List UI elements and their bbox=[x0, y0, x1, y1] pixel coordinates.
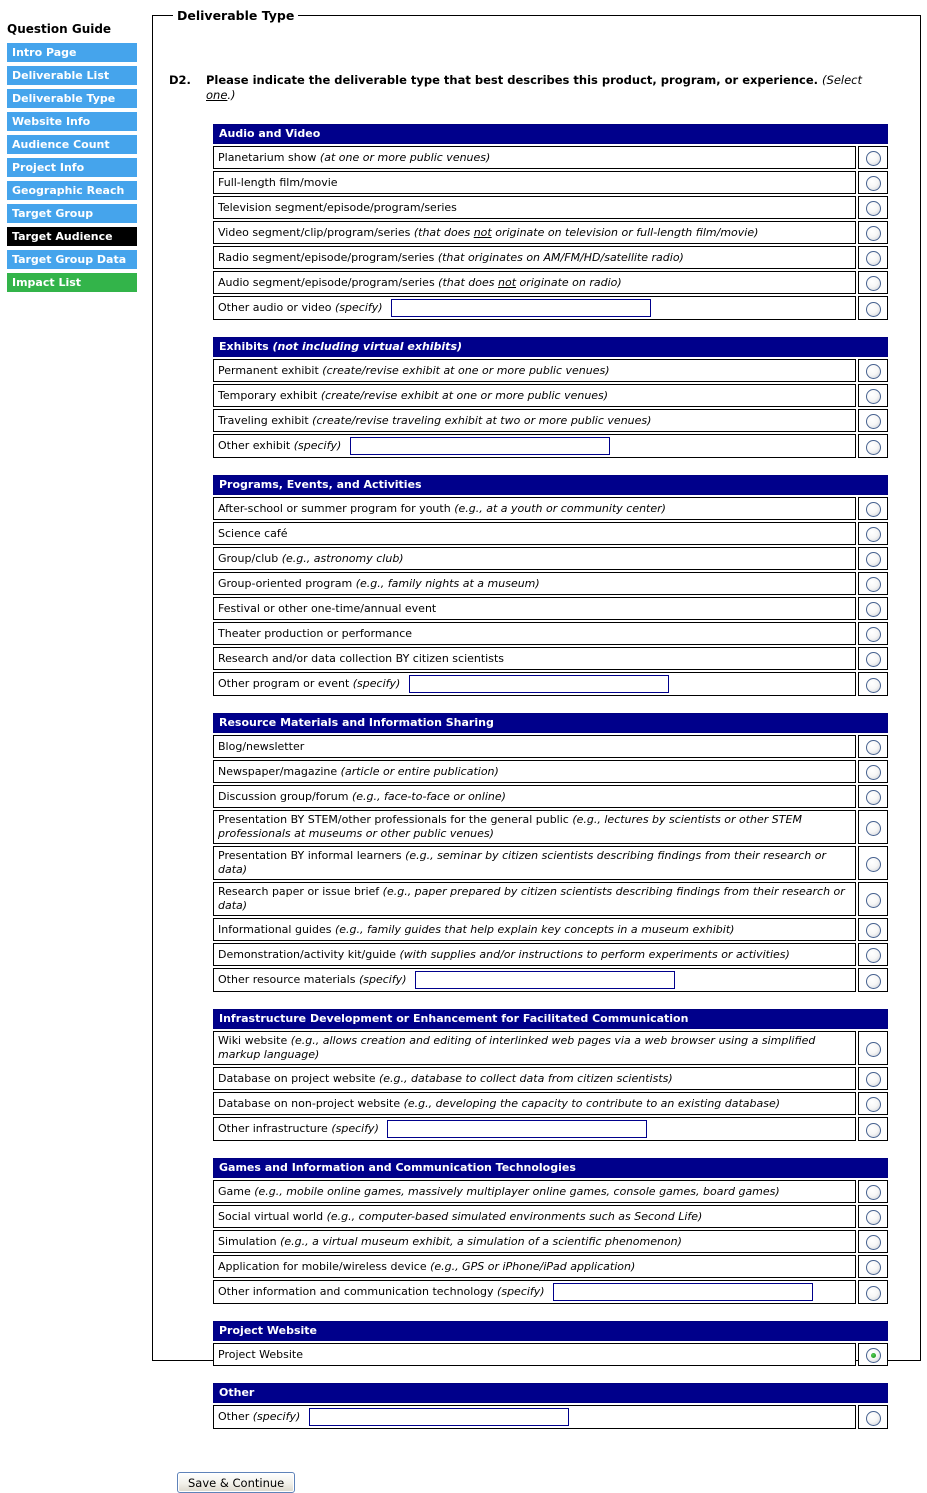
option-label bbox=[213, 384, 856, 407]
text-segment: (e.g., GPS or iPhone/iPad application) bbox=[430, 1259, 636, 1273]
radio-button[interactable] bbox=[866, 1235, 881, 1250]
option-row bbox=[213, 1092, 888, 1115]
section-table-infrastructure-development-or-enhancement-for-facilitated-communication bbox=[211, 1007, 890, 1143]
option-label bbox=[213, 359, 856, 382]
sidebar-item-deliverable-type[interactable]: Deliverable Type bbox=[7, 89, 137, 108]
option-label bbox=[213, 196, 856, 219]
option-row bbox=[213, 1117, 888, 1141]
option-label bbox=[213, 1205, 856, 1228]
text-segment: (specify) bbox=[293, 439, 345, 452]
text-segment: Group/club bbox=[218, 551, 282, 565]
radio-cell bbox=[858, 221, 888, 244]
text-segment: (with supplies and/or instructions to perform experiments or activities) bbox=[399, 947, 790, 961]
radio-button[interactable] bbox=[866, 1286, 881, 1301]
option-row bbox=[213, 1180, 888, 1203]
specify-input[interactable] bbox=[350, 437, 610, 455]
text-segment: (specify) bbox=[497, 1285, 549, 1298]
radio-button[interactable] bbox=[866, 1185, 881, 1200]
radio-button[interactable] bbox=[866, 1072, 881, 1087]
option-row bbox=[213, 359, 888, 382]
radio-button[interactable] bbox=[866, 627, 881, 642]
text-segment: (e.g., seminar by citizen scientists describing findings from their research or data) bbox=[218, 849, 826, 876]
radio-button[interactable] bbox=[866, 527, 881, 542]
text-segment: (Select bbox=[822, 73, 862, 87]
sidebar-item-target-group-data[interactable]: Target Group Data bbox=[7, 250, 137, 269]
text-segment: (e.g., paper prepared by citizen scientists describing findings from their research or data) bbox=[218, 885, 845, 912]
option-row bbox=[213, 1405, 888, 1429]
text-segment: Database on non-project website bbox=[218, 1096, 404, 1110]
text-segment: (specify) bbox=[252, 1410, 304, 1423]
section-header bbox=[213, 1321, 888, 1341]
option-row bbox=[213, 246, 888, 269]
option-label bbox=[213, 943, 856, 966]
option-label bbox=[213, 785, 856, 808]
radio-cell bbox=[858, 968, 888, 992]
section-table-resource-materials-and-information-sharing bbox=[211, 711, 890, 994]
sidebar-item-intro-page[interactable]: Intro Page bbox=[7, 43, 137, 62]
text-segment: (specify) bbox=[358, 973, 410, 986]
option-label bbox=[213, 547, 856, 570]
option-row bbox=[213, 271, 888, 294]
option-row bbox=[213, 882, 888, 916]
radio-cell bbox=[858, 1405, 888, 1429]
radio-cell bbox=[858, 735, 888, 758]
text-segment: Festival or other one-time/annual event bbox=[218, 601, 437, 615]
radio-button[interactable] bbox=[866, 948, 881, 963]
option-row bbox=[213, 221, 888, 244]
specify-input[interactable] bbox=[309, 1408, 569, 1426]
radio-dot bbox=[871, 1353, 876, 1358]
option-label bbox=[213, 1255, 856, 1278]
text-segment: Other audio or video bbox=[218, 301, 335, 314]
sidebar-item-audience-count[interactable]: Audience Count bbox=[7, 135, 137, 154]
radio-button[interactable] bbox=[866, 790, 881, 805]
radio-cell bbox=[858, 647, 888, 670]
option-label bbox=[213, 221, 856, 244]
option-row bbox=[213, 171, 888, 194]
radio-button[interactable] bbox=[866, 414, 881, 429]
radio-button[interactable] bbox=[866, 201, 881, 216]
radio-cell bbox=[858, 547, 888, 570]
text-segment: Permanent exhibit bbox=[218, 363, 323, 377]
option-row bbox=[213, 760, 888, 783]
question-text bbox=[206, 73, 878, 103]
radio-button[interactable] bbox=[866, 577, 881, 592]
text-segment: (specify) bbox=[331, 1122, 383, 1135]
radio-cell bbox=[858, 171, 888, 194]
radio-cell bbox=[858, 597, 888, 620]
text-segment: (e.g., family nights at a museum) bbox=[355, 576, 540, 590]
sidebar-item-deliverable-list[interactable]: Deliverable List bbox=[7, 66, 137, 85]
text-segment: Other resource materials bbox=[218, 973, 359, 986]
text-segment: (e.g., mobile online games, massively multiplayer online games, console games, board games) bbox=[254, 1184, 780, 1198]
option-label bbox=[213, 1031, 856, 1065]
option-label bbox=[213, 171, 856, 194]
radio-cell bbox=[858, 943, 888, 966]
text-segment: Theater production or performance bbox=[218, 626, 413, 640]
option-row bbox=[213, 522, 888, 545]
radio-button-selected[interactable] bbox=[866, 1348, 881, 1363]
radio-button[interactable] bbox=[866, 1097, 881, 1112]
radio-button[interactable] bbox=[866, 765, 881, 780]
option-row bbox=[213, 1067, 888, 1090]
text-segment: Traveling exhibit bbox=[218, 413, 313, 427]
radio-button[interactable] bbox=[866, 1042, 881, 1057]
text-segment: originate on television or full-length film/movie) bbox=[491, 225, 759, 239]
radio-cell bbox=[858, 1255, 888, 1278]
option-label bbox=[213, 735, 856, 758]
option-row bbox=[213, 296, 888, 320]
option-label bbox=[213, 522, 856, 545]
option-row bbox=[213, 968, 888, 992]
radio-button[interactable] bbox=[866, 1123, 881, 1138]
radio-button[interactable] bbox=[866, 302, 881, 317]
radio-cell bbox=[858, 434, 888, 458]
radio-cell bbox=[858, 1031, 888, 1065]
option-label bbox=[213, 409, 856, 432]
text-segment: Other exhibit bbox=[218, 439, 294, 452]
radio-button[interactable] bbox=[866, 652, 881, 667]
text-segment: Full-length film/movie bbox=[218, 175, 338, 189]
section-header bbox=[213, 1158, 888, 1178]
text-segment: (e.g., astronomy club) bbox=[281, 551, 404, 565]
text-segment: Newspaper/magazine bbox=[218, 764, 341, 778]
radio-button[interactable] bbox=[866, 552, 881, 567]
option-row bbox=[213, 497, 888, 520]
text-segment: (at one or more public venues) bbox=[319, 150, 491, 164]
radio-button[interactable] bbox=[866, 389, 881, 404]
radio-button[interactable] bbox=[866, 502, 881, 517]
sidebar-item-target-group[interactable]: Target Group bbox=[7, 204, 137, 223]
text-segment: (that originates on AM/FM/HD/satellite radio) bbox=[437, 250, 684, 264]
radio-button[interactable] bbox=[866, 923, 881, 938]
sections-container bbox=[211, 122, 890, 1431]
specify-input[interactable] bbox=[553, 1283, 813, 1301]
text-segment: (specify) bbox=[352, 677, 404, 690]
radio-cell bbox=[858, 196, 888, 219]
option-label bbox=[213, 1067, 856, 1090]
text-segment: Presentation BY informal learners bbox=[218, 849, 406, 862]
text-segment: Game bbox=[218, 1184, 255, 1198]
radio-button[interactable] bbox=[866, 251, 881, 266]
option-label bbox=[213, 1230, 856, 1253]
sidebar-item-impact-list[interactable]: Impact List bbox=[7, 273, 137, 292]
text-segment: Project Website bbox=[218, 1347, 303, 1361]
text-segment: Audio segment/episode/program/series bbox=[218, 275, 439, 289]
radio-button[interactable] bbox=[866, 364, 881, 379]
section-table-games-and-information-and-communication-technologies bbox=[211, 1156, 890, 1306]
radio-cell bbox=[858, 810, 888, 844]
radio-cell bbox=[858, 1117, 888, 1141]
option-label bbox=[213, 968, 856, 992]
option-label bbox=[213, 1180, 856, 1203]
text-segment: (specify) bbox=[335, 301, 387, 314]
option-label bbox=[213, 497, 856, 520]
text-segment: (e.g., a virtual museum exhibit, a simulation of a scientific phenomenon) bbox=[280, 1234, 682, 1248]
radio-cell bbox=[858, 760, 888, 783]
option-row bbox=[213, 918, 888, 941]
question-number: D2. bbox=[169, 73, 191, 87]
option-row bbox=[213, 647, 888, 670]
option-row bbox=[213, 384, 888, 407]
radio-button[interactable] bbox=[866, 678, 881, 693]
option-label bbox=[213, 1405, 856, 1429]
option-label bbox=[213, 246, 856, 269]
option-label bbox=[213, 296, 856, 320]
section-header bbox=[213, 124, 888, 144]
text-segment: Temporary exhibit bbox=[218, 388, 321, 402]
radio-button[interactable] bbox=[866, 1411, 881, 1426]
radio-cell bbox=[858, 1280, 888, 1304]
text-segment: Informational guides bbox=[218, 922, 335, 936]
specify-input[interactable] bbox=[387, 1120, 647, 1138]
radio-button[interactable] bbox=[866, 176, 881, 191]
option-label bbox=[213, 846, 856, 880]
section-header bbox=[213, 1383, 888, 1403]
text-segment: (e.g., family guides that help explain key concepts in a museum exhibit) bbox=[334, 922, 735, 936]
option-row bbox=[213, 1205, 888, 1228]
radio-button[interactable] bbox=[866, 440, 881, 455]
option-row bbox=[213, 547, 888, 570]
radio-cell bbox=[858, 271, 888, 294]
section-header bbox=[213, 713, 888, 733]
option-row bbox=[213, 810, 888, 844]
radio-button[interactable] bbox=[866, 857, 881, 872]
text-segment: Research paper or issue brief bbox=[218, 885, 383, 898]
radio-cell bbox=[858, 622, 888, 645]
text-segment: Radio segment/episode/program/series bbox=[218, 250, 438, 264]
sidebar-item-project-info[interactable]: Project Info bbox=[7, 158, 137, 177]
text-segment: Video segment/clip/program/series bbox=[218, 225, 414, 239]
radio-cell bbox=[858, 1205, 888, 1228]
radio-button[interactable] bbox=[866, 151, 881, 166]
option-label bbox=[213, 918, 856, 941]
option-row bbox=[213, 943, 888, 966]
text-segment: (that does bbox=[413, 225, 474, 239]
option-row bbox=[213, 572, 888, 595]
option-label bbox=[213, 1117, 856, 1141]
option-row bbox=[213, 1255, 888, 1278]
text-segment: Other information and communication technology bbox=[218, 1285, 498, 1298]
option-label bbox=[213, 882, 856, 916]
section-header bbox=[213, 1009, 888, 1029]
option-label bbox=[213, 1343, 856, 1366]
text-segment: Television segment/episode/program/series bbox=[218, 200, 457, 214]
text-segment: Blog/newsletter bbox=[218, 739, 305, 753]
option-row bbox=[213, 1343, 888, 1366]
text-segment: Other program or event bbox=[218, 677, 353, 690]
text-segment: Please indicate the deliverable type that best describes this product, program, or experience. bbox=[206, 73, 823, 87]
option-label bbox=[213, 622, 856, 645]
sidebar-item-website-info[interactable]: Website Info bbox=[7, 112, 137, 131]
radio-cell bbox=[858, 1230, 888, 1253]
option-row bbox=[213, 196, 888, 219]
radio-button[interactable] bbox=[866, 1210, 881, 1225]
text-segment: Group-oriented program bbox=[218, 576, 356, 590]
section-header bbox=[213, 475, 888, 495]
option-label bbox=[213, 672, 856, 696]
radio-button[interactable] bbox=[866, 821, 881, 836]
option-row bbox=[213, 622, 888, 645]
text-segment: Social virtual world bbox=[218, 1209, 327, 1223]
text-segment: (e.g., at a youth or community center) bbox=[454, 501, 666, 515]
option-row bbox=[213, 434, 888, 458]
text-segment: Audio and Video bbox=[219, 127, 321, 140]
text-segment: Research and/or data collection BY citizen scientists bbox=[218, 651, 505, 665]
text-segment: not bbox=[498, 275, 517, 289]
radio-cell bbox=[858, 785, 888, 808]
radio-button[interactable] bbox=[866, 1260, 881, 1275]
sidebar-title: Question Guide bbox=[7, 22, 112, 36]
radio-cell bbox=[858, 1092, 888, 1115]
text-segment: originate on radio) bbox=[516, 275, 622, 289]
sidebar-item-target-audience[interactable]: Target Audience bbox=[7, 227, 137, 246]
option-label bbox=[213, 760, 856, 783]
fieldset-legend: Deliverable Type bbox=[177, 8, 295, 23]
specify-input[interactable] bbox=[391, 299, 651, 317]
text-segment: Other bbox=[219, 1386, 255, 1399]
option-row bbox=[213, 1230, 888, 1253]
option-row bbox=[213, 785, 888, 808]
text-segment: Programs, Events, and Activities bbox=[219, 478, 422, 491]
option-row bbox=[213, 409, 888, 432]
text-segment: (article or entire publication) bbox=[340, 764, 499, 778]
text-segment: Resource Materials and Information Sharing bbox=[219, 716, 494, 729]
text-segment: (e.g., lectures by scientists or other STEM professionals at museums or other public venues) bbox=[218, 813, 802, 840]
text-segment: (e.g., face-to-face or online) bbox=[351, 789, 506, 803]
radio-cell bbox=[858, 918, 888, 941]
text-segment: (e.g., computer-based simulated environments such as Second Life) bbox=[326, 1209, 703, 1223]
option-row bbox=[213, 735, 888, 758]
radio-cell bbox=[858, 1180, 888, 1203]
section-header bbox=[213, 337, 888, 357]
question-guide-sidebar bbox=[7, 22, 137, 296]
text-segment: After-school or summer program for youth bbox=[218, 501, 455, 515]
text-segment: Application for mobile/wireless device bbox=[218, 1259, 431, 1273]
option-label bbox=[213, 146, 856, 169]
text-segment: not bbox=[473, 225, 492, 239]
text-segment: (create/revise exhibit at one or more public venues) bbox=[322, 363, 610, 377]
radio-cell bbox=[858, 246, 888, 269]
radio-cell bbox=[858, 846, 888, 880]
section-table-programs-events-and-activities bbox=[211, 473, 890, 698]
radio-cell bbox=[858, 1343, 888, 1366]
radio-cell bbox=[858, 146, 888, 169]
text-segment: Wiki website bbox=[218, 1034, 291, 1047]
radio-cell bbox=[858, 409, 888, 432]
option-row bbox=[213, 1031, 888, 1065]
text-segment: (that does bbox=[438, 275, 499, 289]
text-segment: Planetarium show bbox=[218, 150, 320, 164]
radio-cell bbox=[858, 572, 888, 595]
option-label bbox=[213, 1280, 856, 1304]
section-table-exhibits bbox=[211, 335, 890, 460]
option-label bbox=[213, 1092, 856, 1115]
text-segment: Other bbox=[218, 1410, 253, 1423]
text-segment: Project Website bbox=[219, 1324, 317, 1337]
radio-cell bbox=[858, 672, 888, 696]
text-segment: one bbox=[206, 88, 228, 102]
section-table-other bbox=[211, 1381, 890, 1431]
deliverable-type-fieldset bbox=[152, 8, 921, 1490]
text-segment: (e.g., allows creation and editing of interlinked web pages via a web browser using a simplified markup language) bbox=[218, 1034, 816, 1061]
radio-button[interactable] bbox=[866, 974, 881, 989]
text-segment: Infrastructure Development or Enhancement for Facilitated Communication bbox=[219, 1012, 689, 1025]
option-row bbox=[213, 597, 888, 620]
section-table-project-website bbox=[211, 1319, 890, 1368]
option-label bbox=[213, 434, 856, 458]
text-segment: Science café bbox=[218, 526, 288, 540]
save-continue-button[interactable]: Save & Continue bbox=[177, 1472, 295, 1493]
radio-button[interactable] bbox=[866, 740, 881, 755]
text-segment: (create/revise exhibit at one or more public venues) bbox=[320, 388, 609, 402]
text-segment: Exhibits bbox=[219, 340, 273, 353]
specify-input[interactable] bbox=[409, 675, 669, 693]
option-row bbox=[213, 1280, 888, 1304]
text-segment: .) bbox=[227, 88, 236, 102]
option-label bbox=[213, 271, 856, 294]
radio-button[interactable] bbox=[866, 602, 881, 617]
radio-button[interactable] bbox=[866, 276, 881, 291]
option-row bbox=[213, 146, 888, 169]
text-segment: Demonstration/activity kit/guide bbox=[218, 947, 400, 961]
section-table-audio-and-video bbox=[211, 122, 890, 322]
option-label bbox=[213, 597, 856, 620]
text-segment: Simulation bbox=[218, 1234, 281, 1248]
option-row bbox=[213, 846, 888, 880]
option-label bbox=[213, 810, 856, 844]
option-row bbox=[213, 672, 888, 696]
sidebar-nav bbox=[7, 43, 137, 292]
option-label bbox=[213, 647, 856, 670]
question-d2 bbox=[169, 73, 904, 103]
text-segment: (create/revise traveling exhibit at two or more public venues) bbox=[312, 413, 652, 427]
radio-cell bbox=[858, 1067, 888, 1090]
radio-cell bbox=[858, 497, 888, 520]
specify-input[interactable] bbox=[415, 971, 675, 989]
radio-cell bbox=[858, 882, 888, 916]
text-segment: Other infrastructure bbox=[218, 1122, 332, 1135]
text-segment: Database on project website bbox=[218, 1071, 379, 1085]
radio-cell bbox=[858, 384, 888, 407]
text-segment: (not including virtual exhibits) bbox=[272, 340, 463, 353]
text-segment: Games and Information and Communication Technologies bbox=[219, 1161, 576, 1174]
text-segment: (e.g., database to collect data from citizen scientists) bbox=[378, 1071, 673, 1085]
sidebar-item-geographic-reach[interactable]: Geographic Reach bbox=[7, 181, 137, 200]
option-label bbox=[213, 572, 856, 595]
text-segment: Discussion group/forum bbox=[218, 789, 352, 803]
radio-cell bbox=[858, 522, 888, 545]
radio-cell bbox=[858, 296, 888, 320]
radio-button[interactable] bbox=[866, 226, 881, 241]
radio-button[interactable] bbox=[866, 893, 881, 908]
text-segment: (e.g., developing the capacity to contribute to an existing database) bbox=[403, 1096, 781, 1110]
text-segment: Presentation BY STEM/other professionals for the general public bbox=[218, 813, 573, 826]
radio-cell bbox=[858, 359, 888, 382]
